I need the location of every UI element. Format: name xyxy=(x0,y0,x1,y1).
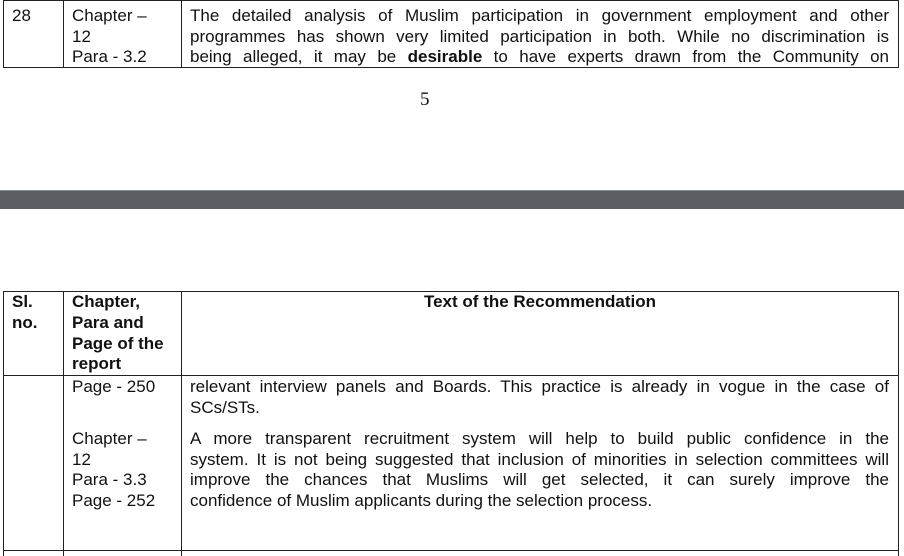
chapter-line: Chapter – xyxy=(72,6,147,25)
recommendation-text-line: A more transparent recruitment system will help to build public confidence in the xyxy=(190,429,889,448)
recommendation-text-line: system. It is not being suggested that inclusion of minorities in selection committees will xyxy=(190,449,889,469)
top-table-left-border xyxy=(3,0,4,68)
header-chapter: Chapter, xyxy=(72,292,141,311)
text-segment: being alleged, it may be xyxy=(190,47,408,66)
page-divider xyxy=(0,191,904,209)
header-chapter: Para and xyxy=(72,313,144,332)
recommendation-text-line: relevant interview panels and Boards. This practice is already in vogue in the case of xyxy=(190,377,889,396)
table-right-border xyxy=(898,291,899,556)
top-table-right-border xyxy=(898,0,899,68)
chapter-line: Page - 252 xyxy=(72,490,156,510)
page-number: 5 xyxy=(420,89,430,110)
header-chapter: Page of the xyxy=(72,334,164,353)
chapter-line: Para - 3.3 xyxy=(72,470,147,489)
top-table-col-divider-1 xyxy=(63,0,64,68)
chapter-line: Para - 3.2 xyxy=(72,47,147,66)
header-sl-no: Sl. xyxy=(12,292,33,311)
top-table-top-border xyxy=(3,0,899,1)
chapter-line: 12 xyxy=(72,449,91,469)
recommendation-text-line: The detailed analysis of Muslim participation in government employment and other xyxy=(190,6,889,25)
top-table-col-divider-2 xyxy=(181,0,182,68)
page-reference: Page - 250 xyxy=(72,377,156,396)
table-col-divider-2 xyxy=(181,291,182,556)
chapter-line: 12 xyxy=(72,26,91,46)
recommendation-text-line xyxy=(190,47,889,68)
recommendation-text-line: programmes has shown very limited participation in both. While no discrimination is xyxy=(190,26,889,46)
recommendation-text-line: confidence of Muslim applicants during the selection process. xyxy=(190,490,653,510)
header-recommendation-text: Text of the Recommendation xyxy=(423,292,657,311)
header-chapter: report xyxy=(72,354,122,373)
table-col-divider-1 xyxy=(63,291,64,556)
header-bottom-border xyxy=(3,375,899,376)
chapter-line: Chapter – xyxy=(72,429,147,448)
sl-no-cell: 28 xyxy=(12,6,31,25)
recommendation-text-line: SCs/STs. xyxy=(190,397,260,417)
bold-emphasis: desirable xyxy=(407,47,483,66)
recommendation-text-line: improve the chances that Muslims will get selected, it can surely improve the xyxy=(190,470,889,489)
table-bottom-border xyxy=(3,550,899,551)
table-left-border xyxy=(3,291,4,556)
text-segment: to have experts drawn from the Community on xyxy=(482,47,889,66)
header-sl-no: no. xyxy=(12,313,38,332)
